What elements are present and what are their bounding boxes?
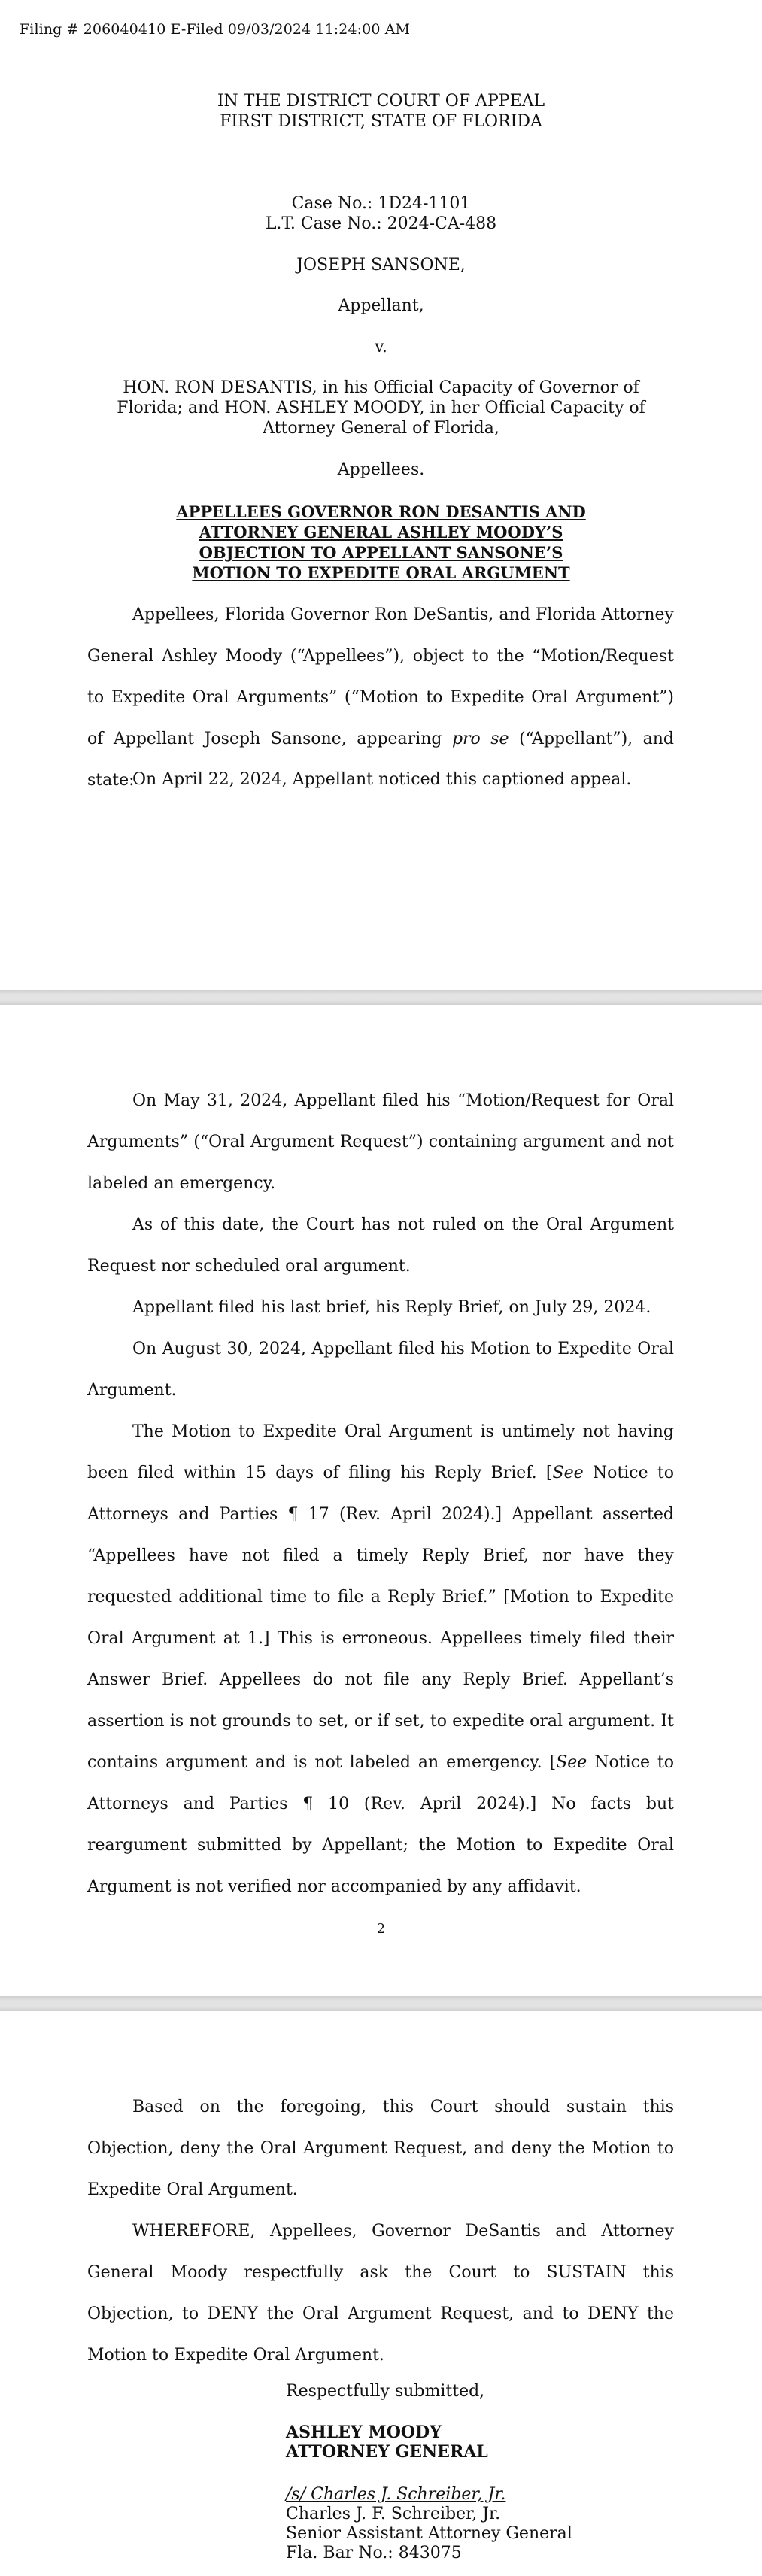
signatory-name-text: ASHLEY MOODY [286, 2423, 442, 2442]
paragraph-oral-argument-request [87, 1080, 674, 1204]
paragraph-conclusion [87, 2086, 674, 2210]
filing-stamp: Filing # 206040410 E-Filed 09/03/2024 11:24:00 AM [20, 21, 411, 38]
appellees-line-1: HON. RON DESANTIS, in his Official Capacity of Governor of [123, 378, 639, 397]
document-title-line-4: MOTION TO EXPEDITE ORAL ARGUMENT [192, 563, 570, 582]
signatory-name [286, 2423, 677, 2443]
signatory-office [286, 2442, 677, 2462]
document-title-line-1: APPELLEES GOVERNOR RON DESANTIS AND [176, 502, 586, 521]
court-name-line-1: IN THE DISTRICT COURT OF APPEAL [217, 92, 545, 111]
electronic-signature [286, 2485, 677, 2505]
appellant-name: JOSEPH SANSONE, [296, 256, 466, 275]
lower-tribunal-case-number: L.T. Case No.: 2024-CA-488 [265, 214, 497, 233]
page-separator [0, 1996, 762, 2011]
paragraph-text: WHEREFORE, Appellees, Governor DeSantis and Attorney General Moody respectfully ask the Court to SUSTAIN this Objection, to DENY the Oral Argument Request, and to DENY the Motion to Expedite Oral Argument. [87, 2222, 674, 2365]
paragraph-text-c: Notice to Attorneys and Parties ¶ 10 (Rev. April 2024).] No facts but reargument submitted by Appellant; the Motion to Expedite Oral Argument is not verified nor accompanied by any affidavit. [87, 1753, 674, 1896]
see-signal: See [556, 1753, 587, 1772]
paragraph-no-ruling [87, 1204, 674, 1287]
printed-name: Charles J. F. Schreiber, Jr. [286, 2505, 501, 2523]
e-signature-text: /s/ Charles J. Schreiber, Jr. [286, 2485, 506, 2504]
paragraph-reply-brief [87, 1287, 674, 1328]
paragraph-text-b: Notice to Attorneys and Parties ¶ 17 (Rev. April 2024).] Appellant asserted “Appellees have not filed a timely Reply Brief, nor have they requested additional time to file a Reply Brief.” [Motion to Expedite Oral Argument at 1.] This is erroneous. Appellees timely filed their Answer Brief. Appellees do not file any Reply Brief. Appellant’s assertion is not grounds to set, or if set, to expedite oral argument. It contains argument and is not labeled an emergency. [ [87, 1464, 674, 1772]
notice-text: On April 22, 2024, Appellant noticed this captioned appeal. [132, 770, 632, 789]
signatory-office-text: ATTORNEY GENERAL [286, 2442, 488, 2462]
paragraph-text-a: The Motion to Expedite Oral Argument is untimely not having been filed within 15 days of filing his Reply Brief. [ [87, 1422, 674, 1482]
intro-text-b: (“Appellant”), and state: [87, 730, 674, 790]
paragraph-text: On August 30, 2024, Appellant filed his Motion to Expedite Oral Argument. [87, 1340, 674, 1400]
versus: v. [375, 338, 387, 357]
notice-paragraph [87, 759, 674, 800]
intro-text-italic: pro se [451, 730, 509, 748]
document-page-1 [0, 0, 762, 990]
paragraph-text: On May 31, 2024, Appellant filed his “Motion/Request for Oral Arguments” (“Oral Argument Request”) containing argument and not labeled an emergency. [87, 1091, 674, 1193]
case-number: Case No.: 1D24-1101 [291, 194, 471, 213]
paragraph-text: Based on the foregoing, this Court should sustain this Objection, deny the Oral Argument Request, and deny the Motion to Expedite Oral Argument. [87, 2098, 674, 2199]
intro-text-a: Appellees, Florida Governor Ron DeSantis, and Florida Attorney General Ashley Moody (“Appellees”), object to the “Motion/Request to Expedite Oral Arguments” (“Motion to Expedite Oral Argument”) of Appellant Joseph Sansone, appearing [87, 605, 674, 748]
bar-number: Fla. Bar No.: 843075 [286, 2544, 462, 2562]
paragraph-text: As of this date, the Court has not ruled on the Oral Argument Request nor scheduled oral argument. [87, 1215, 674, 1276]
paragraph-untimely [87, 1411, 674, 1907]
attorney-position: Senior Assistant Attorney General [286, 2524, 572, 2543]
court-name-line-2: FIRST DISTRICT, STATE OF FLORIDA [220, 112, 542, 131]
paragraph-text: Appellant filed his last brief, his Reply Brief, on July 29, 2024. [132, 1298, 651, 1317]
paragraph-motion-filed [87, 1328, 674, 1411]
appellant-role: Appellant, [338, 296, 424, 315]
document-page-3 [0, 2011, 762, 2576]
appellees-role: Appellees. [337, 460, 425, 479]
closing: Respectfully submitted, [286, 2382, 485, 2401]
appellees-line-3: Attorney General of Florida, [263, 419, 499, 438]
see-signal: See [552, 1464, 584, 1482]
appellees-line-2: Florida; and HON. ASHLEY MOODY, in her Official Capacity of [117, 399, 645, 417]
document-title-line-2: ATTORNEY GENERAL ASHLEY MOODY’S [199, 523, 563, 542]
document-title-line-3: OBJECTION TO APPELLANT SANSONE’S [199, 543, 563, 562]
page-number: 2 [376, 1921, 386, 1937]
page-separator [0, 990, 762, 1005]
document-page-2 [0, 1005, 762, 1996]
paragraph-wherefore [87, 2210, 674, 2376]
